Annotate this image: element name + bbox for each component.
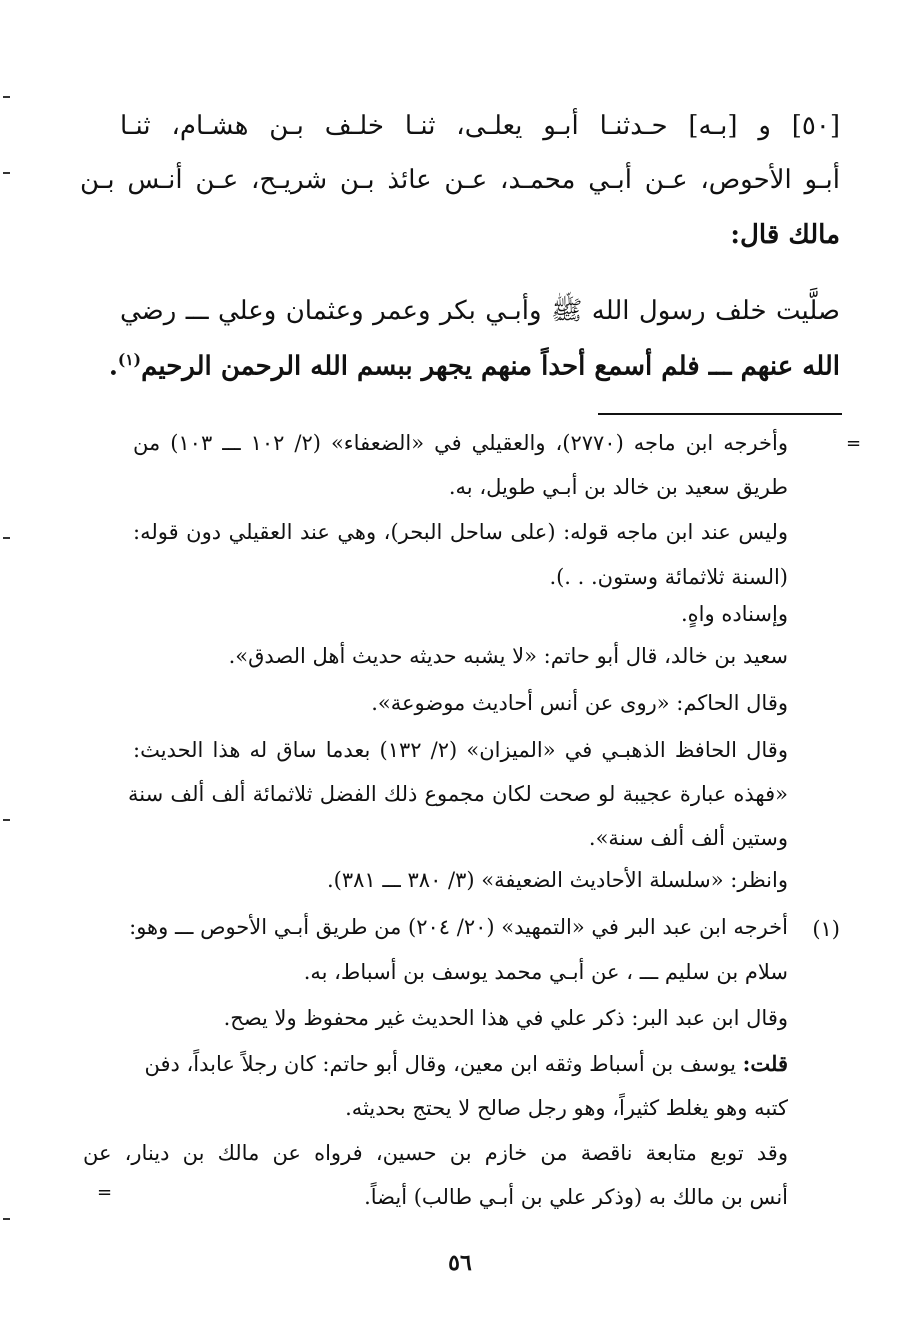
footnote-line: أنس بن مالك به (وذكر علي بن أبـي طالب) أيضاً. [364,1185,788,1209]
footnote-separator [598,413,842,415]
footnote-line: وليس عند ابن ماجه قوله: (على ساحل البحر)، وهي عند العقيلي دون قوله: [133,520,788,544]
next-page-marker: = [97,1182,113,1203]
footnote-line: وقال ابن عبد البر: ذكر علي في هذا الحديث غير محفوظ ولا يصح. [223,1006,788,1030]
footnote-line: وقال الحاكم: «روى عن أنس أحاديث موضوعة». [371,691,788,715]
footnote-line: «فهذه عبارة عجيبة لو صحت لكان مجموع ذلك الفضل ثلاثمائة ألف ألف سنة [128,782,788,806]
qult-label: قلت: [742,1051,788,1076]
hadith-line-5-text: الله عنهم ـــ فلم أسمع أحداً منهم يجهر ببسم الله الرحمن الرحيم [141,351,840,382]
hadith-line-3: مالك قال: [730,220,840,250]
hadith-line-2: أبـو الأحوص، عـن أبـي محمـد، عـن عائذ بـن شريـح، عـن أنـس بـن [80,165,840,195]
footnote-line-text: يوسف بن أسباط وثقه ابن معين، وقال أبو حاتم: كان رجلاً عابداً، دفن [144,1052,736,1076]
margin-mark [3,819,10,821]
hadith-end-dot: . [108,351,118,382]
hadith-line-1: [٥٠] و [بـه] حـدثنـا أبـو يعلـى، ثنـا خلـف بـن هشـام، ثنـا [120,111,840,141]
footnote-number: (١) [812,917,840,941]
footnote-ref[interactable]: (١) [117,350,142,369]
footnote-line: وقال الحافظ الذهبـي في «الميزان» (٢/ ١٣٢) بعدما ساق له هذا الحديث: [133,738,788,762]
footnote-line: (السنة ثلاثمائة وستون. . .). [549,565,788,589]
margin-mark [3,1218,10,1220]
hadith-line-5 [109,352,840,380]
footnote-line [83,1053,788,1075]
margin-mark [3,172,10,174]
margin-mark [3,537,10,539]
footnote-line: سلام بن سليم ـــ ، عن أبـي محمد يوسف بن أسباط، به. [303,960,788,984]
footnote-line: وستين ألف ألف سنة». [588,826,788,850]
footnote-line: أخرجه ابن عبد البر في «التمهيد» (٢٠/ ٢٠٤) من طريق أبـي الأحوص ـــ وهو: [129,915,788,939]
footnote-line: وإسناده واهٍ. [681,602,788,626]
footnote-line: وقد توبع متابعة ناقصة من خازم بن حسين، فرواه عن مالك بن دينار، عن [83,1141,788,1165]
footnote-line: كتبه وهو يغلط كثيراً، وهو رجل صالح لا يحتج بحديثه. [345,1096,788,1120]
footnote-line: طريق سعيد بن خالد بن أبـي طويل، به. [448,475,788,499]
margin-mark [3,96,10,98]
footnote-line: وانظر: «سلسلة الأحاديث الضعيفة» (٣/ ٣٨٠ ـــ ٣٨١). [326,868,788,892]
footnote-line: سعيد بن خالد، قال أبو حاتم: «لا يشبه حديثه حديث أهل الصدق». [228,644,788,668]
hadith-line-4: صلَّيت خلف رسول الله ﷺ وأبـي بكر وعمر وعثمان وعلي ـــ رضي [120,296,840,326]
footnote-line: وأخرجه ابن ماجه (٢٧٧٠)، والعقيلي في «الضعفاء» (٢/ ١٠٢ ـــ ١٠٣) من [133,431,788,455]
page-number: ٥٦ [448,1250,472,1276]
continuation-marker: = [846,433,862,454]
